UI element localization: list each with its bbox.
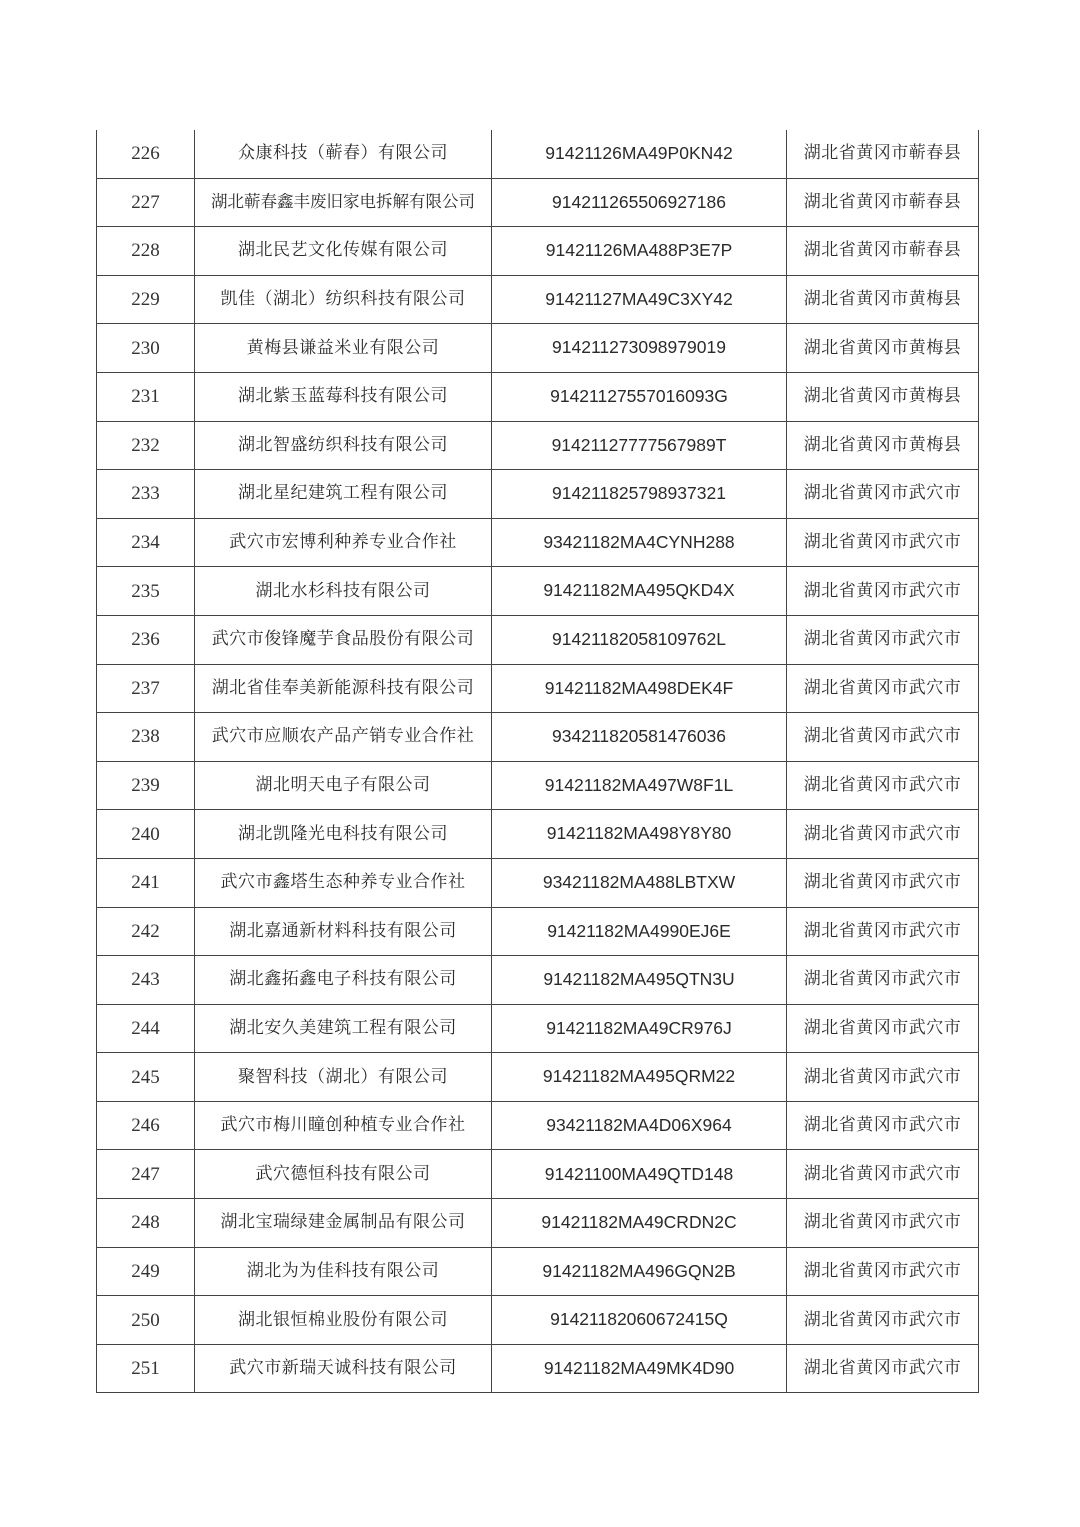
address-cell: 湖北省黄冈市武穴市 [787,1101,979,1150]
table-body [97,130,979,1393]
company-name-cell: 湖北宝瑞绿建金属制品有限公司 [195,1199,492,1248]
row-number-cell: 228 [97,227,195,276]
table-row [97,907,979,956]
company-name-cell: 武穴市新瑞天诚科技有限公司 [195,1344,492,1393]
credit-code-cell: 91421182MA497W8F1L [492,761,787,810]
table-row [97,372,979,421]
company-registry-table [96,130,979,1393]
row-number-cell: 239 [97,761,195,810]
credit-code-cell: 914211825798937321 [492,470,787,519]
address-cell: 湖北省黄冈市武穴市 [787,810,979,859]
company-name-cell: 湖北明天电子有限公司 [195,761,492,810]
table-row [97,664,979,713]
address-cell: 湖北省黄冈市黄梅县 [787,421,979,470]
credit-code-cell: 91421182MA49CRDN2C [492,1199,787,1248]
table-row [97,1101,979,1150]
address-cell: 湖北省黄冈市黄梅县 [787,275,979,324]
company-name-cell: 黄梅县谦益米业有限公司 [195,324,492,373]
table-row [97,1199,979,1248]
address-cell: 湖北省黄冈市蕲春县 [787,130,979,178]
credit-code-cell: 91421126MA49P0KN42 [492,130,787,178]
row-number-cell: 236 [97,615,195,664]
row-number-cell: 247 [97,1150,195,1199]
address-cell: 湖北省黄冈市武穴市 [787,518,979,567]
table-row [97,1053,979,1102]
company-name-cell: 凯佳（湖北）纺织科技有限公司 [195,275,492,324]
credit-code-cell: 91421182MA496GQN2B [492,1247,787,1296]
address-cell: 湖北省黄冈市黄梅县 [787,324,979,373]
table-row [97,1296,979,1345]
company-name-cell: 湖北银恒棉业股份有限公司 [195,1296,492,1345]
credit-code-cell: 91421182MA495QRM22 [492,1053,787,1102]
credit-code-cell: 91421182MA495QKD4X [492,567,787,616]
table-row [97,615,979,664]
table-row [97,810,979,859]
credit-code-cell: 91421182MA498DEK4F [492,664,787,713]
credit-code-cell: 91421127777567989T [492,421,787,470]
table-row [97,421,979,470]
row-number-cell: 231 [97,372,195,421]
address-cell: 湖北省黄冈市蕲春县 [787,227,979,276]
table-row [97,713,979,762]
credit-code-cell: 91421182058109762L [492,615,787,664]
company-name-cell: 湖北鑫拓鑫电子科技有限公司 [195,956,492,1005]
table-row [97,956,979,1005]
credit-code-cell: 91421126MA488P3E7P [492,227,787,276]
company-name-cell: 湖北省佳奉美新能源科技有限公司 [195,664,492,713]
row-number-cell: 233 [97,470,195,519]
row-number-cell: 229 [97,275,195,324]
row-number-cell: 227 [97,178,195,227]
company-name-cell: 众康科技（蕲春）有限公司 [195,130,492,178]
address-cell: 湖北省黄冈市武穴市 [787,1344,979,1393]
address-cell: 湖北省黄冈市武穴市 [787,615,979,664]
address-cell: 湖北省黄冈市武穴市 [787,664,979,713]
address-cell: 湖北省黄冈市武穴市 [787,1053,979,1102]
credit-code-cell: 91421127557016093G [492,372,787,421]
row-number-cell: 248 [97,1199,195,1248]
company-name-cell: 湖北安久美建筑工程有限公司 [195,1004,492,1053]
company-name-cell: 湖北民艺文化传媒有限公司 [195,227,492,276]
row-number-cell: 234 [97,518,195,567]
company-name-cell: 湖北为为佳科技有限公司 [195,1247,492,1296]
company-name-cell: 武穴市俊锋魔芋食品股份有限公司 [195,615,492,664]
row-number-cell: 240 [97,810,195,859]
credit-code-cell: 91421182MA49MK4D90 [492,1344,787,1393]
company-name-cell: 武穴市梅川瞳创种植专业合作社 [195,1101,492,1150]
company-name-cell: 聚智科技（湖北）有限公司 [195,1053,492,1102]
address-cell: 湖北省黄冈市武穴市 [787,567,979,616]
row-number-cell: 245 [97,1053,195,1102]
table-row [97,1344,979,1393]
company-name-cell: 武穴市鑫塔生态种养专业合作社 [195,858,492,907]
row-number-cell: 237 [97,664,195,713]
row-number-cell: 232 [97,421,195,470]
row-number-cell: 242 [97,907,195,956]
address-cell: 湖北省黄冈市蕲春县 [787,178,979,227]
table-row [97,178,979,227]
address-cell: 湖北省黄冈市武穴市 [787,1004,979,1053]
row-number-cell: 226 [97,130,195,178]
company-name-cell: 湖北水杉科技有限公司 [195,567,492,616]
credit-code-cell: 91421182MA495QTN3U [492,956,787,1005]
table-row [97,227,979,276]
row-number-cell: 251 [97,1344,195,1393]
credit-code-cell: 914211273098979019 [492,324,787,373]
address-cell: 湖北省黄冈市武穴市 [787,761,979,810]
row-number-cell: 250 [97,1296,195,1345]
company-name-cell: 湖北紫玉蓝莓科技有限公司 [195,372,492,421]
credit-code-cell: 91421182MA49CR976J [492,1004,787,1053]
address-cell: 湖北省黄冈市武穴市 [787,956,979,1005]
row-number-cell: 249 [97,1247,195,1296]
table-row [97,275,979,324]
table-row [97,518,979,567]
row-number-cell: 235 [97,567,195,616]
address-cell: 湖北省黄冈市武穴市 [787,1199,979,1248]
table-row [97,1004,979,1053]
address-cell: 湖北省黄冈市武穴市 [787,907,979,956]
credit-code-cell: 91421127MA49C3XY42 [492,275,787,324]
address-cell: 湖北省黄冈市黄梅县 [787,372,979,421]
row-number-cell: 241 [97,858,195,907]
address-cell: 湖北省黄冈市武穴市 [787,858,979,907]
row-number-cell: 246 [97,1101,195,1150]
address-cell: 湖北省黄冈市武穴市 [787,1296,979,1345]
table-row [97,858,979,907]
company-name-cell: 武穴市宏博利种养专业合作社 [195,518,492,567]
address-cell: 湖北省黄冈市武穴市 [787,713,979,762]
table-row [97,470,979,519]
table-row [97,1247,979,1296]
credit-code-cell: 914211265506927186 [492,178,787,227]
credit-code-cell: 93421182MA4CYNH288 [492,518,787,567]
company-name-cell: 湖北嘉通新材料科技有限公司 [195,907,492,956]
table-row [97,1150,979,1199]
table-row [97,130,979,178]
row-number-cell: 243 [97,956,195,1005]
address-cell: 湖北省黄冈市武穴市 [787,470,979,519]
company-name-cell: 湖北蕲春鑫丰废旧家电拆解有限公司 [195,178,492,227]
address-cell: 湖北省黄冈市武穴市 [787,1150,979,1199]
row-number-cell: 238 [97,713,195,762]
table-row [97,324,979,373]
company-name-cell: 武穴德恒科技有限公司 [195,1150,492,1199]
row-number-cell: 230 [97,324,195,373]
credit-code-cell: 93421182MA488LBTXW [492,858,787,907]
table-row [97,761,979,810]
credit-code-cell: 934211820581476036 [492,713,787,762]
company-name-cell: 湖北智盛纺织科技有限公司 [195,421,492,470]
address-cell: 湖北省黄冈市武穴市 [787,1247,979,1296]
credit-code-cell: 91421182MA4990EJ6E [492,907,787,956]
credit-code-cell: 91421182060672415Q [492,1296,787,1345]
company-name-cell: 武穴市应顺农产品产销专业合作社 [195,713,492,762]
credit-code-cell: 93421182MA4D06X964 [492,1101,787,1150]
company-name-cell: 湖北凯隆光电科技有限公司 [195,810,492,859]
company-name-cell: 湖北星纪建筑工程有限公司 [195,470,492,519]
credit-code-cell: 91421182MA498Y8Y80 [492,810,787,859]
credit-code-cell: 91421100MA49QTD148 [492,1150,787,1199]
table-row [97,567,979,616]
row-number-cell: 244 [97,1004,195,1053]
